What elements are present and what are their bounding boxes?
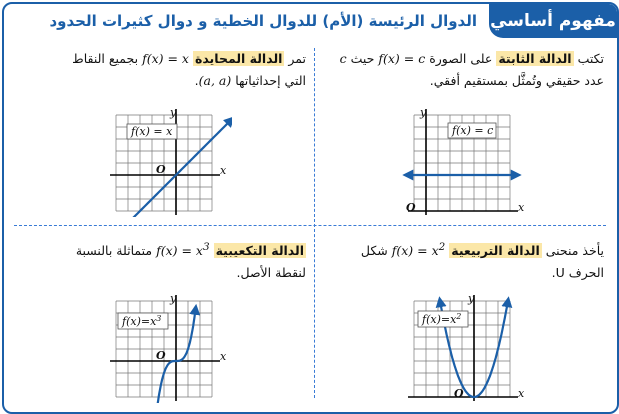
x-axis-label: x bbox=[220, 164, 227, 177]
origin-label: O bbox=[156, 349, 166, 362]
quadratic-graph bbox=[400, 293, 530, 403]
origin-label: O bbox=[406, 201, 416, 214]
identity-graph-label bbox=[127, 124, 177, 139]
key-concept-badge: مفهوم أساسي bbox=[489, 4, 617, 38]
constant-graph-label bbox=[448, 123, 496, 138]
quadratic-function-term: الدالة التربيعية bbox=[451, 243, 540, 259]
header bbox=[4, 4, 617, 38]
cubic-graph bbox=[102, 293, 232, 403]
x-axis-label: x bbox=[518, 387, 525, 400]
x-axis-label: x bbox=[220, 350, 227, 363]
identity-function-text: تمر الدالة المحايدة f(x) = x بجميع النقاط التي إحداثياتها (a, a). bbox=[72, 51, 306, 88]
y-axis-label: y bbox=[170, 107, 177, 119]
quadratic-graph-label bbox=[418, 311, 468, 327]
svg-text:f(x)=x2: $f(x)=x^2$ bbox=[422, 312, 462, 326]
y-axis-label: y bbox=[468, 293, 475, 305]
cubic-function-text: الدالة التكعيبية $f(x) = x^3$ متماثلة بالنسبة لنقطة الأصل. bbox=[75, 241, 306, 281]
x-axis-label: x bbox=[518, 201, 525, 214]
svg-text:f(x) = x: f(x) = x bbox=[131, 125, 173, 138]
identity-function-term: الدالة المحايدة bbox=[194, 51, 283, 66]
horizontal-divider bbox=[14, 225, 606, 226]
key-concept-box bbox=[2, 2, 619, 414]
cubic-graph-label bbox=[118, 313, 168, 329]
quadratic-function-text: يأخذ منحنى الدالة التربيعية $f(x) = x^2$ شكل الحرف U. bbox=[360, 241, 604, 281]
y-axis-label: y bbox=[420, 107, 427, 119]
constant-function-text: تكتب الدالة الثابتة على الصورة f(x) = c حيث c عدد حقيقي وتُمثَّل بمستقيم أفقي. bbox=[339, 51, 604, 88]
section-title: الدوال الرئيسة (الأم) للدوال الخطية و دوال كثيرات الحدود bbox=[49, 12, 477, 30]
constant-graph bbox=[400, 107, 530, 217]
svg-text:f(x)=x3: $f(x)=x^3$ bbox=[122, 314, 162, 328]
origin-label: O bbox=[156, 163, 166, 176]
cubic-function-term: الدالة التكعيبية bbox=[215, 243, 304, 259]
identity-graph bbox=[102, 107, 232, 217]
y-axis-label: y bbox=[170, 293, 177, 305]
origin-label: O bbox=[454, 387, 464, 400]
svg-text:f(x) = c: f(x) = c bbox=[452, 124, 494, 137]
constant-function-term: الدالة الثابتة bbox=[498, 51, 572, 66]
vertical-divider bbox=[314, 48, 315, 398]
